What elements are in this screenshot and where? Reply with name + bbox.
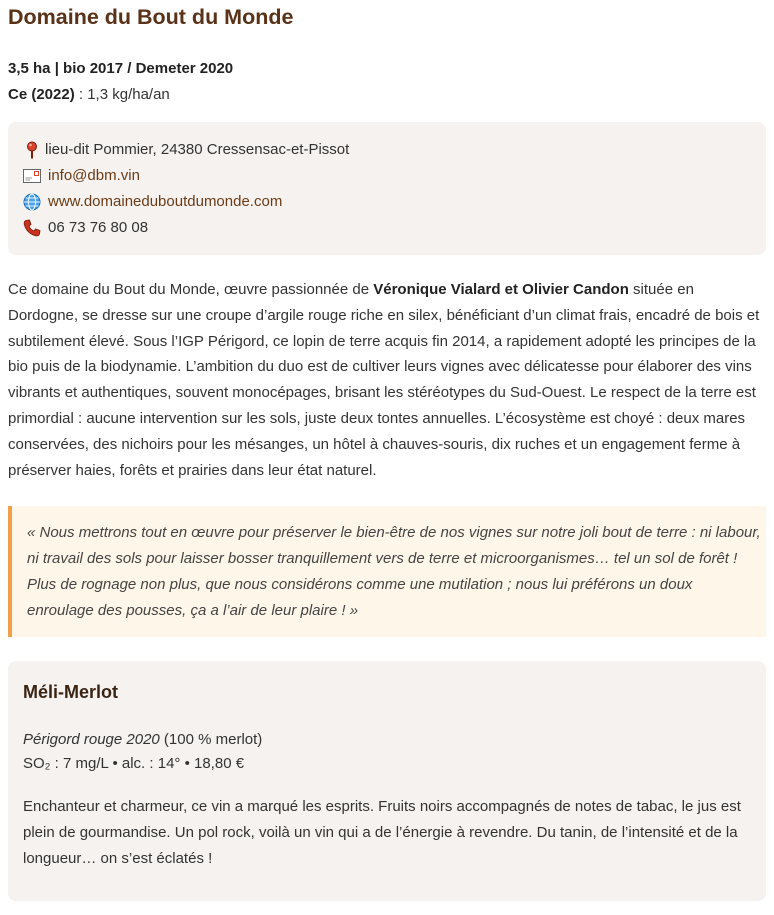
phone-text: 06 73 76 80 08 — [48, 219, 149, 236]
email-icon — [23, 167, 41, 185]
domaine-title: Domaine du Bout du Monde — [8, 5, 294, 29]
description-rest: située en Dordogne, se dresse sur une croupe d’argile rouge riche en silex, bénéficiant d’un climat frais, encadré de bois et subtilement élevé. Sous l’IGP Périgord, ce lopin de terre acquis fin 2014, a rapidement adopté les principes de la bio puis de la biodynamie. L’ambition du duo est de cultiver leurs vignes avec délicatesse pour élaborer des vins vibrants et authentiques, souvent monocépages, brisant les stéréotypes du Sud-Ouest. Le respect de la terre est primordial : aucune intervention sur les sols, juste deux tontes annuelles. L’écosystème est choyé : deux mares conservées, des nichoirs pour les mésanges, un hôtel à chauves-souris, dix ruches et un engagement ferme à préserver haies, forêts et prairies dans leur état naturel. — [8, 281, 760, 479]
website-link[interactable]: www.domaineduboutdumonde.com — [48, 193, 283, 210]
copper-usage — [8, 85, 170, 105]
email-link[interactable]: info@dbm.vin — [48, 167, 140, 184]
wine-name: Méli-Merlot — [23, 682, 119, 702]
surface-certification: 3,5 ha | bio 2017 / Demeter 2020 — [8, 60, 234, 77]
copper-label: Ce (2022) — [8, 86, 75, 103]
contact-email — [23, 165, 140, 187]
wine-tasting-note: Enchanteur et charmeur, ce vin a marqué les esprits. Fruits noirs accompagnés de notes de tabac, le jus est plein de gourmandise. Un pol rock, voilà un vin qui a de l’énergie à revendre. Du tanin, de l’intensité et de la longueur… on s’est éclatés ! — [23, 798, 741, 867]
wine-card — [8, 661, 766, 901]
wine-appellation — [23, 730, 262, 750]
phone-icon — [23, 219, 41, 237]
wine-specs: SO₂ : 7 mg/L • alc. : 14° • 18,80 € — [23, 755, 245, 772]
winemaker-quote — [8, 506, 766, 637]
map-pin-icon — [23, 141, 41, 159]
grapes-text: (100 % merlot) — [159, 731, 263, 748]
copper-value: : 1,3 kg/ha/an — [74, 86, 170, 103]
address-text: lieu-dit Pommier, 24380 Cressensac-et-Pissot — [45, 141, 350, 158]
description-intro: Ce domaine du Bout du Monde, œuvre passionnée de — [8, 281, 374, 298]
owners-names: Véronique Vialard et Olivier Candon — [373, 281, 629, 298]
quote-text: « Nous mettrons tout en œuvre pour préserver le bien-être de nos vignes sur notre joli bout de terre : ni labour, ni travail des sols pour laisser bosser tranquillement vers de terre et microorganismes… tel un sol de forêt ! Plus de rognage non plus, que nous considérons comme une mutilation ; nous lui préférons un doux enroulage des pousses, ça a l’air de leur plaire ! » — [27, 524, 761, 619]
domaine-description — [8, 277, 763, 483]
contact-website — [23, 191, 282, 213]
globe-icon — [23, 193, 41, 211]
contact-address — [23, 139, 349, 161]
contact-phone — [23, 217, 148, 239]
appellation-text: Périgord rouge 2020 — [23, 731, 160, 748]
contact-box — [8, 122, 766, 255]
